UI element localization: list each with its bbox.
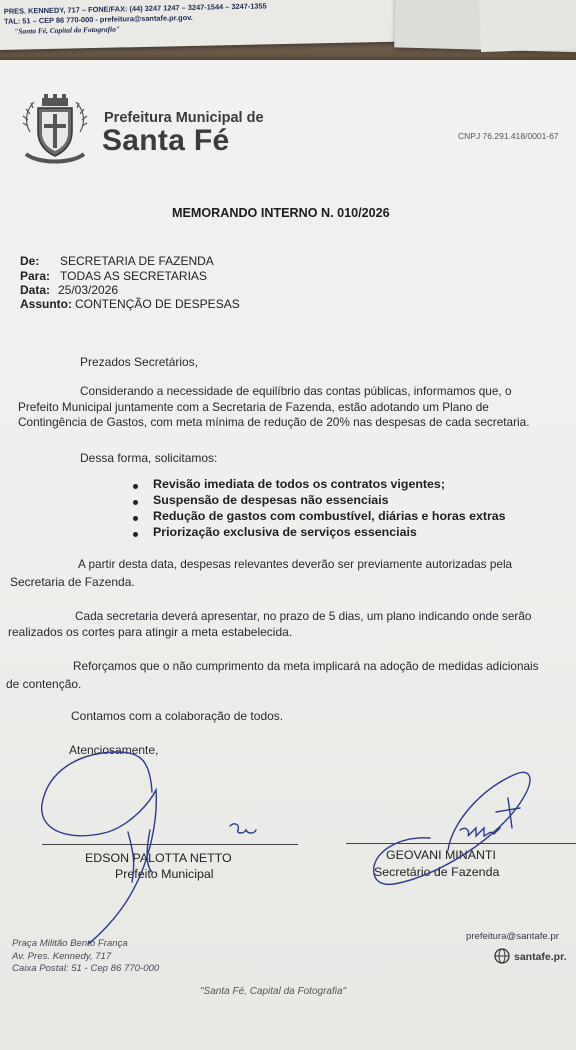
paragraph-line: Contingência de Gastos, com meta mínima de redução de 20% nas despesas de cada secretaria. bbox=[18, 415, 530, 429]
paragraph-line: Reforçamos que o não cumprimento da meta implicará na adoção de medidas adicionais bbox=[73, 659, 539, 673]
bullet-item: Redução de gastos com combustível, diárias e horas extras bbox=[153, 509, 506, 523]
date-label: Data: bbox=[20, 283, 51, 297]
background-doc-line: PRES. KENNEDY, 717 – FONE/FAX: (44) 3247 1247 – 3247-1544 – 3247-1355 bbox=[3, 1, 267, 16]
paragraph-line: Prefeito Municipal juntamente com a Secretaria de Fazenda, estão adotando um Plano de bbox=[18, 400, 489, 414]
paragraph-line: Cada secretaria deverá apresentar, no prazo de 5 dias, um plano indicando onde serão bbox=[75, 609, 532, 623]
background-document bbox=[479, 0, 576, 52]
background-document bbox=[0, 0, 401, 50]
request-intro: Dessa forma, solicitamos: bbox=[80, 451, 218, 465]
subject-value: CONTENÇÃO DE DESPESAS bbox=[75, 297, 240, 311]
bullet-item: Priorização exclusiva de serviços essenciais bbox=[153, 525, 417, 539]
globe-icon bbox=[494, 948, 510, 964]
paragraph-line: de contenção. bbox=[6, 677, 82, 691]
coat-of-arms-icon bbox=[18, 92, 92, 166]
paragraph-line: A partir desta data, despesas relevantes deverão ser previamente autorizadas pela bbox=[78, 557, 513, 571]
bullet-item: Suspensão de despesas não essenciais bbox=[153, 493, 389, 507]
signatory-role: Secretário de Fazenda bbox=[374, 865, 500, 879]
org-subtitle: Prefeitura Municipal de bbox=[104, 110, 264, 126]
cnpj-number: CNPJ 76.291.418/0001-67 bbox=[458, 131, 559, 141]
to-value: TODAS AS SECRETARIAS bbox=[60, 269, 207, 283]
footer-address: Praça Militão Bento França bbox=[12, 938, 128, 949]
closing-text: Contamos com a colaboração de todos. bbox=[71, 709, 284, 723]
footer-motto: "Santa Fé, Capital da Fotografia" bbox=[200, 986, 347, 997]
footer-address: Av. Pres. Kennedy, 717 bbox=[12, 951, 112, 962]
salutation: Atenciosamente, bbox=[69, 743, 159, 757]
signatory-name: GEOVANI MINANTI bbox=[386, 848, 496, 862]
bullet-dot bbox=[133, 484, 138, 489]
bullet-item: Revisão imediata de todos os contratos vigentes; bbox=[153, 477, 445, 491]
signatory-name: EDSON PALOTTA NETTO bbox=[85, 851, 232, 865]
background-doc-line: "Santa Fé, Capital da Fotografia" bbox=[14, 24, 121, 36]
org-title: Santa Fé bbox=[102, 124, 230, 157]
from-value: SECRETARIA DE FAZENDA bbox=[60, 254, 214, 268]
bullet-dot bbox=[133, 532, 138, 537]
subject-label: Assunto: bbox=[20, 297, 72, 311]
from-label: De: bbox=[20, 254, 40, 268]
footer-address: Caixa Postal: 51 - Cep 86 770-000 bbox=[12, 963, 160, 974]
greeting: Prezados Secretários, bbox=[80, 355, 199, 369]
paragraph-line: Considerando a necessidade de equilíbrio das contas públicas, informamos que, o bbox=[80, 384, 512, 398]
footer-email: prefeitura@santafe.pr bbox=[466, 931, 559, 942]
to-label: Para: bbox=[20, 269, 51, 283]
signature-line bbox=[346, 843, 576, 844]
footer-website: santafe.pr. bbox=[514, 951, 567, 963]
paragraph-line: realizados os cortes para atingir a meta estabelecida. bbox=[8, 625, 293, 639]
background-doc-line: TAL: 51 – CEP 86 770-000 - prefeitura@santafe.pr.gov. bbox=[3, 12, 193, 26]
date-value: 25/03/2026 bbox=[58, 283, 119, 297]
bullet-dot bbox=[133, 500, 138, 505]
paragraph-line: Secretaria de Fazenda. bbox=[10, 575, 135, 589]
bullet-dot bbox=[133, 516, 138, 521]
memo-title: MEMORANDO INTERNO N. 010/2026 bbox=[172, 206, 390, 220]
signature-line bbox=[42, 844, 298, 845]
signatory-role: Prefeito Municipal bbox=[115, 867, 214, 881]
